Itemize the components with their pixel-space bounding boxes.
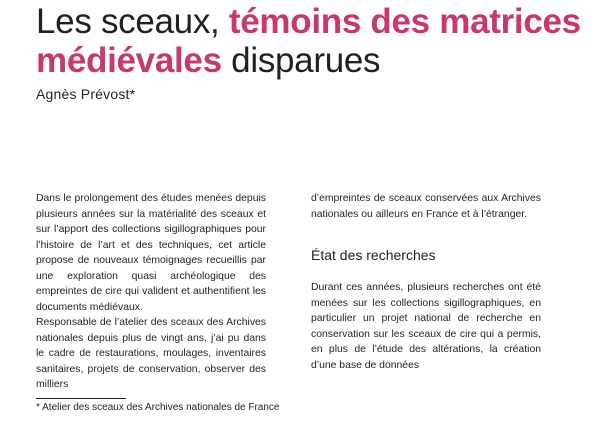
article-title bbox=[36, 2, 596, 80]
title-highlight: témoins des matrices médiévales bbox=[36, 2, 581, 80]
left-column bbox=[36, 191, 266, 393]
left-paragraph-2: Responsable de l’atelier des sceaux des Archives nationales depuis plus de vingt ans, j’ai pu dans le cadre de restaurations, moulages, inventaires sanitaires, projets de conservation, observer des milliers bbox=[36, 317, 266, 390]
footnote-divider bbox=[36, 398, 126, 399]
author-name: Agnès Prévost* bbox=[36, 86, 136, 102]
right-paragraph-1: d’empreintes de sceaux conservées aux Archives nationales ou ailleurs en France et à l’étranger. bbox=[311, 193, 541, 220]
right-column bbox=[311, 191, 541, 373]
footnote: * Atelier des sceaux des Archives nationales de France bbox=[36, 402, 280, 413]
title-part-1: Les sceaux, bbox=[36, 2, 229, 41]
section-heading: État des recherches bbox=[311, 247, 436, 263]
right-paragraph-2: Durant ces années, plusieurs recherches ont été menées sur les collections sigillographiques, en particulier un projet national de recherche en conservation sur les sceaux de cire qui a permis, en plus de l’étude des altérations, la création d’une base de données bbox=[311, 282, 541, 371]
title-part-2: disparues bbox=[221, 41, 381, 80]
left-paragraph-1: Dans le prolongement des études menées depuis plusieurs années sur la matérialité des sceaux et sur l’apport des collections sigillographiques pour l’histoire de l’art et des techniques, cet article propose de nouveaux témoignages recueillis par une exploration quasi archéologique des empreintes de cire qui valident et authentifient les documents médiévaux. bbox=[36, 193, 266, 313]
